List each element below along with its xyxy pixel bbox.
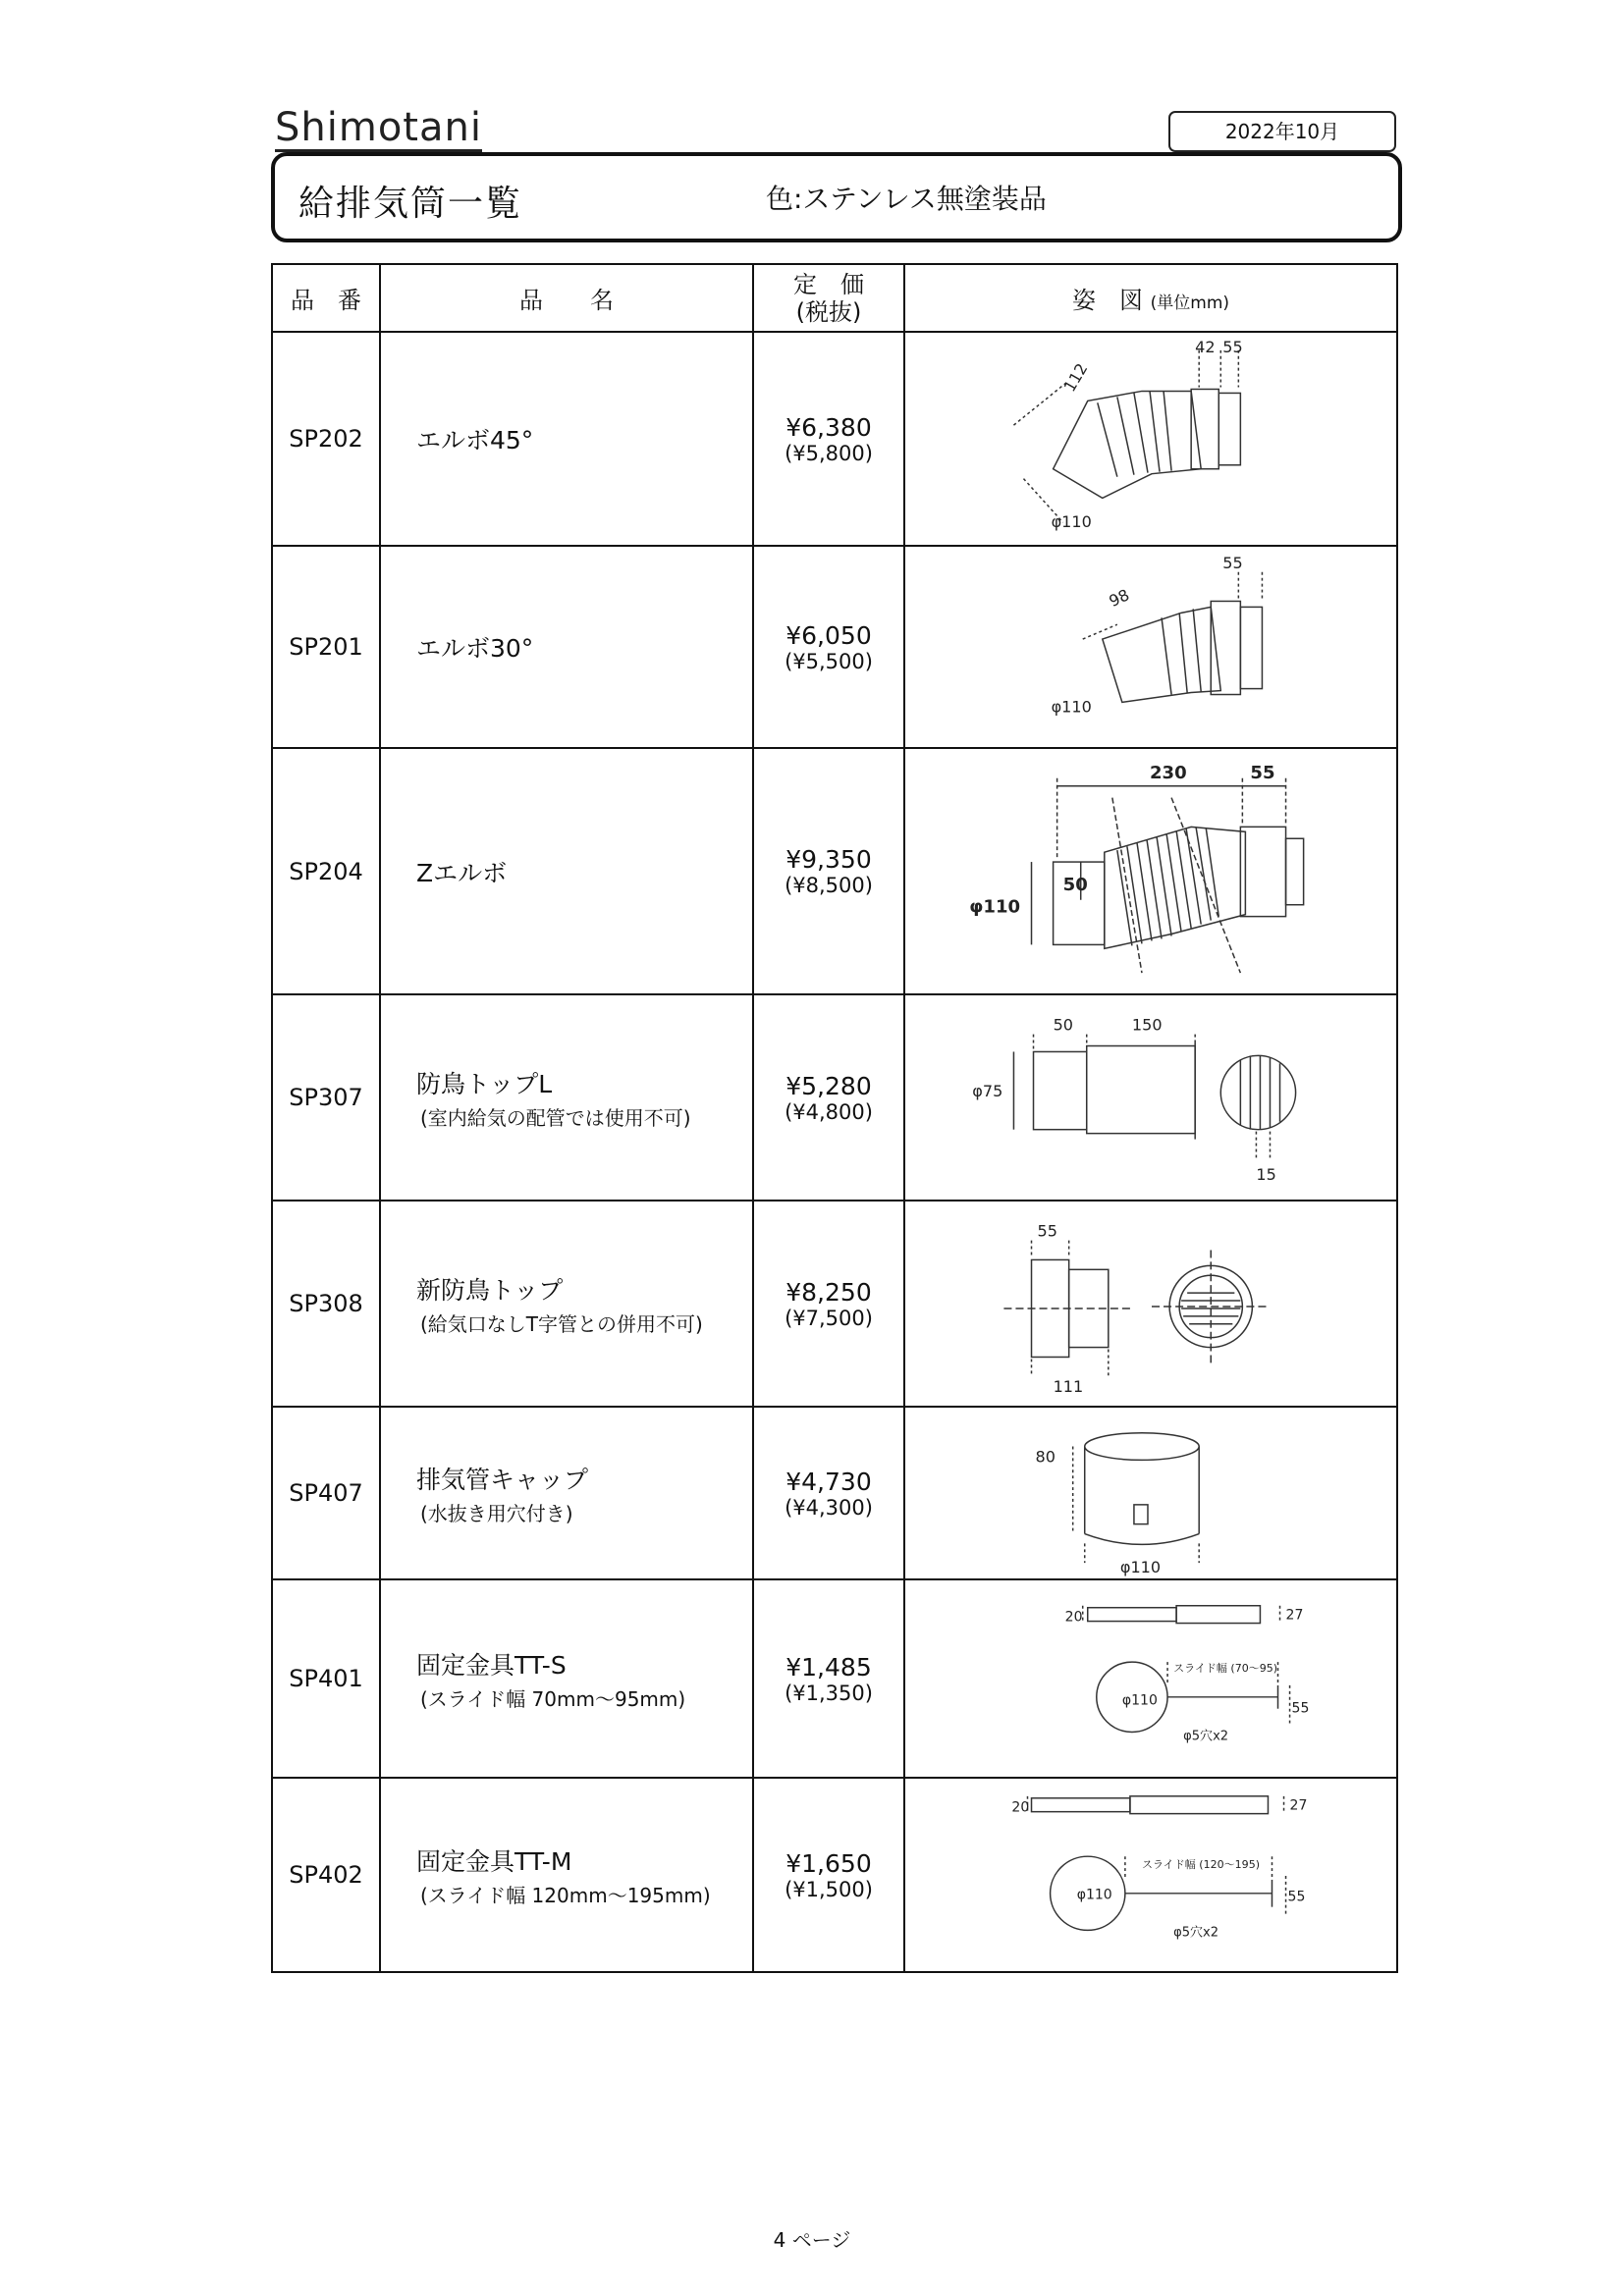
price: ¥6,380 xyxy=(785,412,872,442)
fixing-bracket-ttm-drawing xyxy=(905,1779,1396,1971)
table-row xyxy=(272,546,1397,748)
dim-phi110: φ110 xyxy=(1051,697,1092,717)
dim-phi110: φ110 xyxy=(1119,1558,1162,1577)
price-cell xyxy=(753,1778,904,1972)
price: ¥8,250 xyxy=(785,1277,872,1307)
dim-holes: φ5穴x2 xyxy=(1183,1729,1229,1744)
dim-42: 42 xyxy=(1195,337,1216,356)
product-name: Zエルボ xyxy=(416,858,508,887)
price-cell xyxy=(753,748,904,994)
dim-27: 27 xyxy=(1289,1797,1308,1814)
product-name-cell xyxy=(380,546,753,748)
price-cell xyxy=(753,546,904,748)
dim-55: 55 xyxy=(1037,1221,1057,1241)
figure-cell xyxy=(904,748,1397,994)
figure-cell xyxy=(904,546,1397,748)
price: ¥4,730 xyxy=(785,1467,872,1496)
product-name-cell xyxy=(380,1778,753,1972)
dim-230: 230 xyxy=(1149,762,1187,783)
header-figure xyxy=(904,264,1397,332)
dim-phi110: φ110 xyxy=(1051,512,1092,532)
header-price-tax: (税抜) xyxy=(795,297,862,326)
product-note: (スライド幅 70mm～95mm) xyxy=(420,1686,686,1711)
price-ex-tax: (¥4,800) xyxy=(785,1099,873,1124)
dim-55: 55 xyxy=(1287,1889,1306,1905)
product-code: SP307 xyxy=(272,994,380,1201)
dim-98: 98 xyxy=(1106,585,1133,611)
dim-phi75: φ75 xyxy=(972,1082,1003,1100)
product-name: エルボ30° xyxy=(416,634,534,663)
header-figure-label: 姿 図 xyxy=(1071,287,1143,314)
dim-55: 55 xyxy=(1222,553,1243,572)
figure-cell xyxy=(904,994,1397,1201)
dim-80: 80 xyxy=(1035,1447,1056,1467)
table-row xyxy=(272,994,1397,1201)
product-note: (室内給気の配管では使用不可) xyxy=(420,1105,691,1130)
price-cell xyxy=(753,1407,904,1579)
dim-phi110: φ110 xyxy=(1121,1692,1158,1709)
header-price-label: 定 価 xyxy=(793,270,864,298)
price-ex-tax: (¥5,500) xyxy=(785,649,873,673)
figure-cell xyxy=(904,1407,1397,1579)
header-name: 品 名 xyxy=(380,264,753,332)
table-row xyxy=(272,1778,1397,1972)
color-note: 色:ステンレス無塗装品 xyxy=(766,183,1047,215)
header-figure-unit: (単位mm) xyxy=(1150,294,1230,313)
product-name: エルボ45° xyxy=(416,426,534,454)
product-name-cell xyxy=(380,1407,753,1579)
table-row xyxy=(272,332,1397,546)
fixing-bracket-tts-drawing xyxy=(905,1580,1396,1777)
elbow-45-drawing xyxy=(905,333,1396,545)
dim-150: 150 xyxy=(1131,1015,1163,1035)
price-ex-tax: (¥4,300) xyxy=(785,1495,873,1520)
product-name: 固定金具TT-M xyxy=(416,1846,572,1876)
product-code: SP402 xyxy=(272,1778,380,1972)
product-note: (給気口なしT字管との併用不可) xyxy=(420,1311,703,1336)
dim-50: 50 xyxy=(1053,1015,1074,1035)
price: ¥9,350 xyxy=(785,845,872,874)
company-logo: Shimotani xyxy=(275,105,482,150)
elbow-30-drawing xyxy=(905,547,1396,747)
bird-guard-top-l-drawing xyxy=(905,995,1396,1200)
product-name: 排気管キャップ xyxy=(416,1465,589,1494)
dim-27: 27 xyxy=(1285,1607,1304,1624)
title-panel xyxy=(271,152,1402,242)
table-row xyxy=(272,1201,1397,1407)
new-bird-guard-top-drawing xyxy=(905,1201,1396,1406)
price-ex-tax: (¥7,500) xyxy=(785,1306,873,1330)
price-ex-tax: (¥1,350) xyxy=(785,1681,873,1705)
price: ¥1,485 xyxy=(785,1652,872,1682)
product-code: SP201 xyxy=(272,546,380,748)
figure-cell xyxy=(904,1579,1397,1778)
dim-phi110: φ110 xyxy=(1076,1887,1112,1903)
price: ¥1,650 xyxy=(785,1848,872,1878)
price: ¥6,050 xyxy=(785,620,872,650)
table-header-row xyxy=(272,264,1397,332)
page-title: 給排気筒一覧 xyxy=(298,184,523,224)
dim-50: 50 xyxy=(1062,874,1088,895)
price-ex-tax: (¥5,800) xyxy=(785,441,873,465)
product-code: SP202 xyxy=(272,332,380,546)
figure-cell xyxy=(904,1201,1397,1407)
figure-cell xyxy=(904,332,1397,546)
price-cell xyxy=(753,1201,904,1407)
exhaust-cap-drawing xyxy=(905,1408,1396,1578)
product-note: (水抜き用穴付き) xyxy=(420,1501,573,1525)
price-ex-tax: (¥8,500) xyxy=(785,874,873,897)
dim-phi110: φ110 xyxy=(969,896,1021,918)
price: ¥5,280 xyxy=(785,1071,872,1100)
product-code: SP407 xyxy=(272,1407,380,1579)
product-name-cell xyxy=(380,332,753,546)
product-note: (スライド幅 120mm～195mm) xyxy=(420,1883,711,1907)
product-name: 固定金具TT-S xyxy=(416,1650,567,1680)
product-code: SP204 xyxy=(272,748,380,994)
z-elbow-drawing xyxy=(905,749,1396,993)
product-code: SP308 xyxy=(272,1201,380,1407)
product-name: 新防鳥トップ xyxy=(416,1275,564,1305)
dim-55: 55 xyxy=(1222,337,1243,356)
dim-112: 112 xyxy=(1059,359,1092,396)
dim-55: 55 xyxy=(1291,1700,1310,1717)
product-code: SP401 xyxy=(272,1579,380,1778)
product-name-cell xyxy=(380,1201,753,1407)
product-name-cell xyxy=(380,994,753,1201)
dim-slide-width: スライド幅 (120～195) xyxy=(1141,1858,1261,1872)
header-code: 品 番 xyxy=(272,264,380,332)
page-number: 4 ページ xyxy=(773,2228,851,2252)
dim-111: 111 xyxy=(1053,1377,1084,1397)
date-badge: 2022年10月 xyxy=(1168,111,1396,152)
price-cell xyxy=(753,332,904,546)
price-cell xyxy=(753,1579,904,1778)
dim-20: 20 xyxy=(1064,1609,1083,1626)
product-name: 防鳥トップL xyxy=(416,1069,553,1098)
product-table xyxy=(271,263,1398,1973)
table-row xyxy=(272,748,1397,994)
table-row xyxy=(272,1579,1397,1778)
price-ex-tax: (¥1,500) xyxy=(785,1877,873,1901)
header-price xyxy=(753,264,904,332)
product-name-cell xyxy=(380,1579,753,1778)
price-cell xyxy=(753,994,904,1201)
figure-cell xyxy=(904,1778,1397,1972)
dim-20: 20 xyxy=(1011,1799,1030,1816)
table-row xyxy=(272,1407,1397,1579)
dim-55: 55 xyxy=(1250,762,1275,783)
dim-holes: φ5穴x2 xyxy=(1173,1925,1219,1941)
dim-15: 15 xyxy=(1256,1165,1276,1185)
product-name-cell xyxy=(380,748,753,994)
dim-slide-width: スライド幅 (70～95) xyxy=(1173,1662,1278,1676)
